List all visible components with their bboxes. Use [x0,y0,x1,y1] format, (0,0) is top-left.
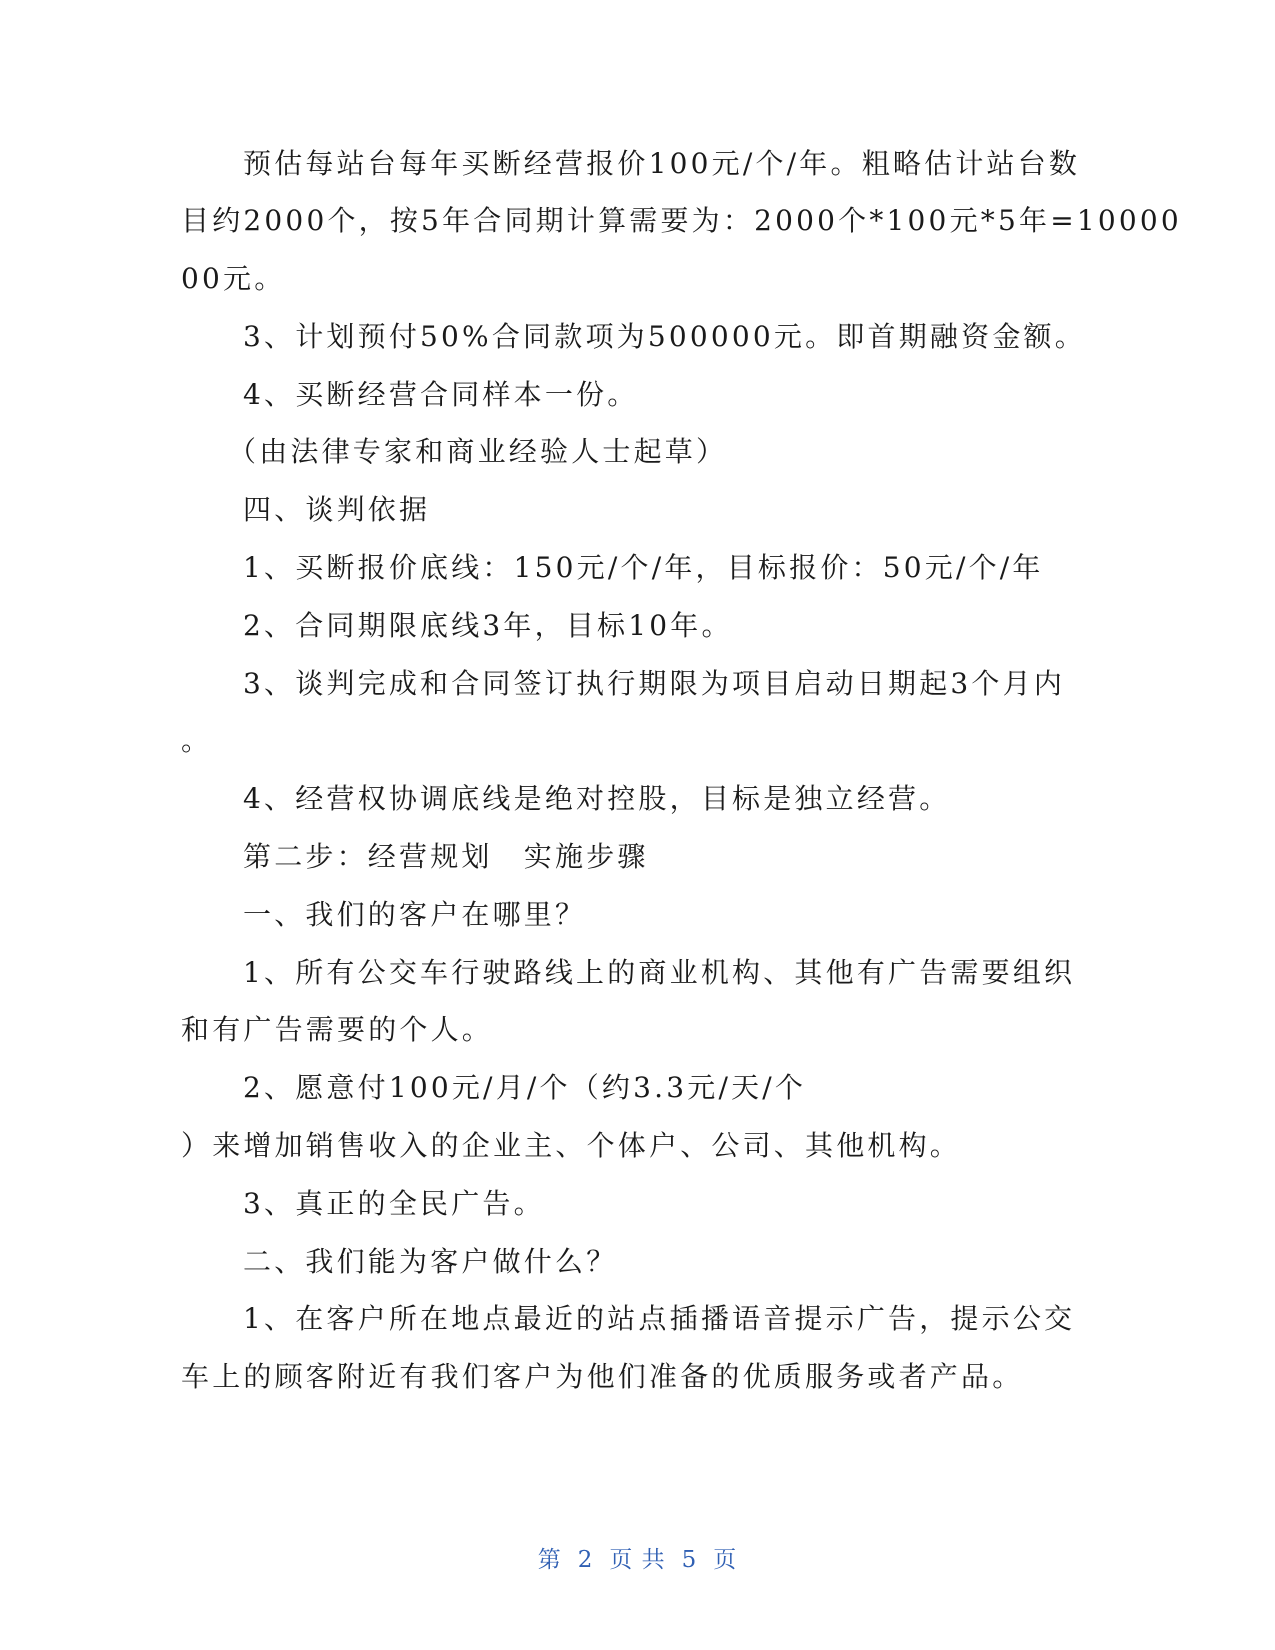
text-line: 和有广告需要的个人。 [181,1013,494,1046]
section-heading: 二、我们能为客户做什么？ [243,1245,618,1278]
text-line: 2、愿意付100元/月/个（约3.3元/天/个 [243,1071,807,1104]
text-line: 2、合同期限底线3年，目标10年。 [243,609,733,642]
text-line: 00元。 [181,262,286,295]
text-line: 。 [181,724,213,757]
footer-middle: 页 共 [609,1547,666,1573]
text-line: （由法律专家和商业经验人士起草） [228,435,728,468]
text-line: 车上的顾客附近有我们客户为他们准备的优质服务或者产品。 [181,1360,1024,1393]
footer-suffix: 页 [713,1547,738,1573]
text-line: 3、计划预付50%合同款项为500000元。即首期融资金额。 [243,320,1086,353]
text-line: 1、所有公交车行驶路线上的商业机构、其他有广告需要组织 [243,956,1076,989]
total-pages-number: 5 [681,1547,698,1573]
text-line: 1、在客户所在地点最近的站点插播语音提示广告，提示公交 [243,1302,1076,1335]
section-heading: 第二步：经营规划 实施步骤 [243,840,649,873]
text-line: 目约2000个，按5年合同期计算需要为：2000个*100元*5年=10000 [181,204,1182,237]
section-heading: 四、谈判依据 [243,493,431,526]
section-heading: 一、我们的客户在哪里？ [243,898,587,931]
text-line: ）来增加销售收入的企业主、个体户、公司、其他机构。 [181,1129,962,1162]
page-number-footer [0,1545,1275,1575]
text-line: 4、经营权协调底线是绝对控股，目标是独立经营。 [243,782,951,815]
text-line: 3、真正的全民广告。 [243,1187,545,1220]
text-line: 3、谈判完成和合同签订执行期限为项目启动日期起3个月内 [243,667,1066,700]
text-line: 预估每站台每年买断经营报价100元/个/年。粗略估计站台数 [243,147,1081,180]
current-page-number: 2 [577,1547,594,1573]
footer-prefix: 第 [537,1547,562,1573]
text-line: 4、买断经营合同样本一份。 [243,378,639,411]
text-line: 1、买断报价底线：150元/个/年，目标报价：50元/个/年 [243,551,1044,584]
